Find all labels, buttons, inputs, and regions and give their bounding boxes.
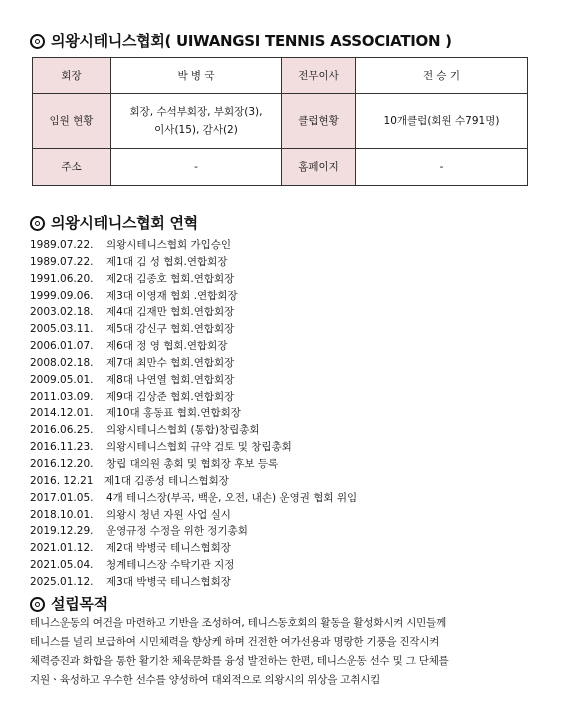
table-row bbox=[33, 94, 528, 149]
history-date: 2019.12.29. bbox=[30, 525, 94, 538]
history-date: 2005.03.11. bbox=[30, 323, 94, 336]
purpose-line: 테니스를 널리 보급하여 시민체력을 향상케 하며 건전한 여가선용과 명랑한 기풍을 진작시켜 bbox=[30, 636, 440, 648]
history-text: 의왕시테니스협회 규약 검토 및 창립총회 bbox=[106, 441, 292, 454]
value-president: 박 병 국 bbox=[111, 58, 282, 94]
officers-line-2: 이사(15), 감사(2) bbox=[154, 124, 238, 136]
history-text: 제1대 김 성 협회.연합회장 bbox=[106, 255, 228, 268]
value-officers bbox=[111, 94, 282, 149]
history-text: 제4대 김재만 협회.연합회장 bbox=[106, 306, 235, 319]
list-item bbox=[30, 557, 357, 574]
history-date: 2016. 12.21 bbox=[30, 474, 94, 487]
history-date: 2006.01.07. bbox=[30, 340, 94, 353]
history-text: 제7대 최만수 협회.연합회장 bbox=[106, 356, 235, 369]
history-date: 2025.01.12. bbox=[30, 575, 94, 588]
history-text: 창립 대의원 총회 및 협회장 후보 등록 bbox=[106, 457, 279, 470]
list-item bbox=[30, 507, 357, 524]
history-date: 2016.06.25. bbox=[30, 424, 94, 437]
header-executive-director: 전무이사 bbox=[282, 58, 356, 94]
history-text: 제10대 홍동표 협회.연합회장 bbox=[106, 407, 241, 420]
table-row bbox=[33, 149, 528, 186]
double-circle-icon bbox=[30, 216, 45, 231]
history-text: 제5대 강신구 협회.연합회장 bbox=[106, 323, 235, 336]
header-clubs: 클럽현황 bbox=[282, 94, 356, 149]
history-text: 제6대 정 영 협회.연합회장 bbox=[106, 340, 228, 353]
history-text: 운영규정 수정을 위한 정기총회 bbox=[106, 525, 248, 538]
history-date: 1989.07.22. bbox=[30, 239, 94, 251]
history-text: 제8대 나연열 협회.연합회장 bbox=[106, 373, 235, 386]
history-list bbox=[30, 237, 357, 591]
history-text: 제3대 박병국 테니스협회장 bbox=[106, 575, 231, 588]
association-info-table bbox=[32, 57, 528, 186]
purpose-line: 체력증진과 화합을 통한 활기찬 체육문화를 융성 발전하는 한편, 테니스운동 선수 및 그 단체를 bbox=[30, 655, 449, 667]
section-title-association bbox=[30, 30, 452, 51]
list-item bbox=[30, 490, 357, 507]
header-officers: 임원 현황 bbox=[33, 94, 111, 149]
history-date: 2016.12.20. bbox=[30, 457, 94, 470]
value-homepage: - bbox=[356, 149, 528, 186]
history-date: 2018.10.01. bbox=[30, 508, 94, 521]
list-item bbox=[30, 422, 357, 439]
list-item bbox=[30, 389, 357, 406]
history-date: 2009.05.01. bbox=[30, 373, 94, 386]
list-item bbox=[30, 456, 357, 473]
history-text: 의왕시테니스협회 (통합)창립총회 bbox=[106, 424, 260, 437]
history-text: 제2대 김종호 협회.연합회장 bbox=[106, 272, 235, 285]
history-date: 2008.02.18. bbox=[30, 356, 94, 369]
value-executive-director: 전 승 기 bbox=[356, 58, 528, 94]
list-item bbox=[30, 271, 357, 288]
history-text: 제3대 이영재 협회 .연합회장 bbox=[106, 289, 238, 302]
history-text: 제2대 박병국 테니스협회장 bbox=[106, 542, 231, 555]
section-title-purpose bbox=[30, 593, 108, 614]
history-text: 의왕시 청년 자원 사업 실시 bbox=[106, 508, 231, 521]
history-text: 청계테니스장 수탁기관 지정 bbox=[106, 559, 235, 572]
history-date: 1991.06.20. bbox=[30, 272, 94, 285]
list-item bbox=[30, 288, 357, 305]
double-circle-icon bbox=[30, 597, 45, 612]
list-item bbox=[30, 540, 357, 557]
history-text: 4개 테니스장(부곡, 백운, 오전, 내손) 운영권 협회 위임 bbox=[106, 491, 358, 504]
history-date: 2017.01.05. bbox=[30, 491, 94, 504]
officers-line-1: 회장, 수석부회장, 부회장(3), bbox=[129, 106, 263, 118]
section-title-text: 의왕시테니스협회 연혁 bbox=[51, 214, 198, 232]
history-date: 2016.11.23. bbox=[30, 441, 94, 454]
table-row bbox=[33, 58, 528, 94]
history-date: 1989.07.22. bbox=[30, 255, 94, 268]
purpose-line: 지원ㆍ육성하고 우수한 선수를 양성하여 대외적으로 의왕시의 위상을 고취시킴 bbox=[30, 674, 381, 686]
section-title-text: 설립목적 bbox=[51, 595, 108, 613]
value-address: - bbox=[111, 149, 282, 186]
section-title-text: 의왕시테니스협회( UIWANGSI TENNIS ASSOCIATION ) bbox=[51, 32, 452, 50]
list-item bbox=[30, 523, 357, 540]
value-clubs: 10개클럽(회원 수791명) bbox=[356, 94, 528, 149]
purpose-paragraph bbox=[30, 614, 540, 690]
history-date: 2003.02.18. bbox=[30, 306, 94, 319]
header-address: 주소 bbox=[33, 149, 111, 186]
list-item bbox=[30, 405, 357, 422]
history-text: 의왕시테니스협회 가입승인 bbox=[106, 239, 232, 251]
history-date: 2021.01.12. bbox=[30, 542, 94, 555]
list-item bbox=[30, 473, 357, 490]
history-date: 2014.12.01. bbox=[30, 407, 94, 420]
history-date: 1999.09.06. bbox=[30, 289, 94, 302]
list-item bbox=[30, 439, 357, 456]
list-item bbox=[30, 304, 357, 321]
double-circle-icon bbox=[30, 34, 45, 49]
purpose-line: 테니스운동의 여건을 마련하고 기반을 조성하여, 테니스동호회의 활동을 활성화시켜 시민들께 bbox=[30, 617, 447, 629]
list-item bbox=[30, 254, 357, 271]
history-date: 2021.05.04. bbox=[30, 559, 94, 572]
history-text: 제9대 김상준 협회.연합회장 bbox=[106, 390, 235, 403]
list-item bbox=[30, 321, 357, 338]
list-item bbox=[30, 237, 357, 254]
section-title-history bbox=[30, 212, 198, 233]
history-text: 제1대 김종성 테니스협회장 bbox=[104, 474, 229, 487]
list-item bbox=[30, 355, 357, 372]
list-item bbox=[30, 338, 357, 355]
header-president: 회장 bbox=[33, 58, 111, 94]
history-date: 2011.03.09. bbox=[30, 390, 94, 403]
header-homepage: 홈페이지 bbox=[282, 149, 356, 186]
list-item bbox=[30, 574, 357, 591]
list-item bbox=[30, 372, 357, 389]
